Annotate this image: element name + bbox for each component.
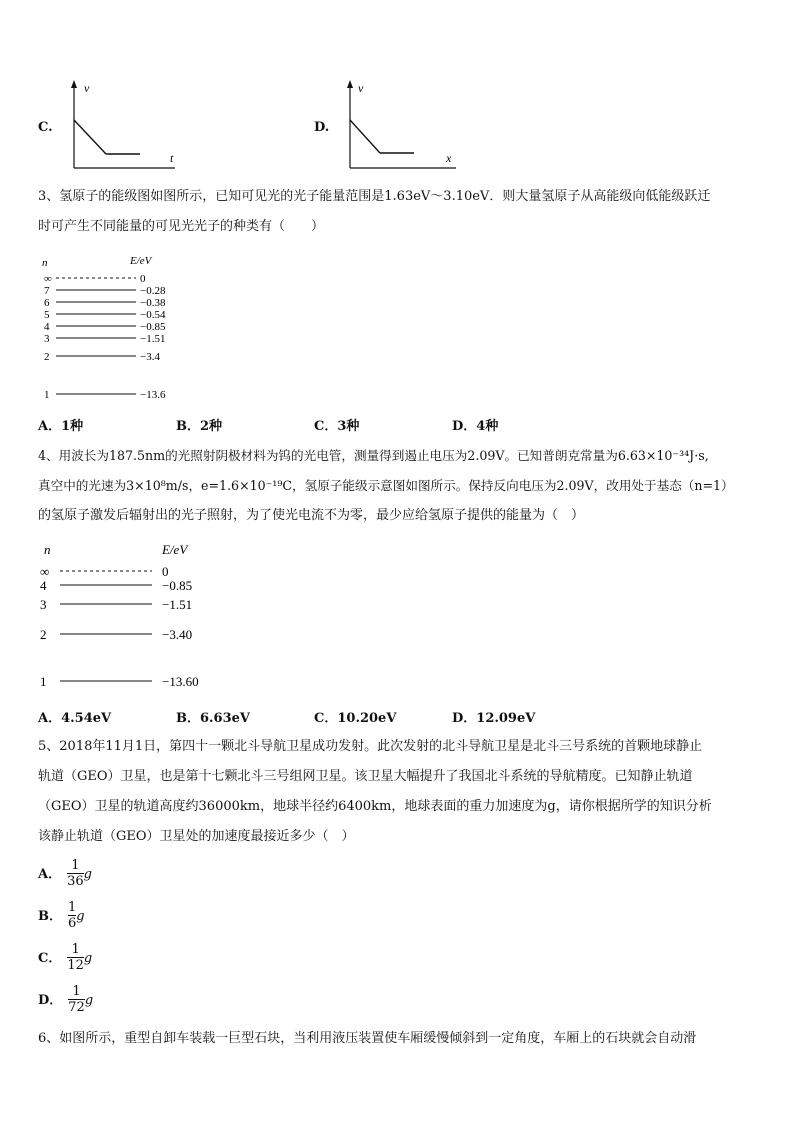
q3-level-n: 2 bbox=[44, 351, 50, 363]
q3-level-n: 6 bbox=[44, 297, 50, 309]
q3-option-c[interactable]: C．3种 bbox=[314, 419, 360, 434]
q3-e-header: E/eV bbox=[130, 255, 152, 267]
q3-level-energy: −3.4 bbox=[140, 351, 160, 363]
q4-e-header: E/eV bbox=[162, 542, 188, 557]
q5-option-a[interactable] bbox=[38, 858, 92, 889]
q4-option-b[interactable]: B．6.63eV bbox=[176, 711, 251, 726]
q3-level-energy: −1.51 bbox=[140, 333, 166, 345]
q5-option-c-var: g bbox=[83, 951, 93, 966]
q3-level-energy: −0.85 bbox=[140, 321, 166, 333]
q3-n-header: n bbox=[42, 257, 48, 269]
option-d-label: D. bbox=[314, 120, 330, 135]
q3-level-energy: −13.6 bbox=[140, 389, 166, 401]
graph-c-x-label: t bbox=[170, 151, 174, 165]
q3-level-n: 5 bbox=[44, 309, 50, 321]
q3-option-a[interactable]: A．1种 bbox=[38, 419, 84, 434]
q5-option-c-label: C． bbox=[38, 951, 62, 966]
q4-option-c[interactable]: C．10.20eV bbox=[314, 711, 397, 726]
graph-d bbox=[336, 78, 466, 170]
graph-d-y-arrow bbox=[347, 80, 353, 88]
q5-option-b-numerator: 1 bbox=[68, 900, 77, 915]
q4-option-a[interactable]: A．4.54eV bbox=[38, 711, 112, 726]
q5-option-d-var: g bbox=[84, 993, 94, 1008]
graph-c bbox=[60, 78, 190, 170]
q5-option-c-denominator: 12 bbox=[67, 958, 84, 973]
q3-level-energy: 0 bbox=[140, 273, 146, 285]
q3-text-line1: 3、氢原子的能级图如图所示，已知可见光的光子能量范围是1.63eV～3.10eV．则大量氢原子从高能级向低能级跃迁 bbox=[38, 189, 711, 204]
q5-option-a-denominator: 36 bbox=[67, 874, 84, 889]
option-c-label: C. bbox=[38, 120, 53, 135]
q5-option-d[interactable] bbox=[38, 984, 93, 1015]
q5-option-d-fraction bbox=[68, 984, 85, 1015]
q3-level-n: 3 bbox=[44, 333, 50, 345]
q4-text-line1: 4、用波长为187.5nm的光照射阴极材料为钨的光电管，测量得到遏止电压为2.09V。已知普朗克常量为6.63×10⁻³⁴J·s, bbox=[38, 448, 709, 463]
q4-energy-level-diagram bbox=[38, 538, 238, 694]
q5-text-line4: 该静止轨道（GEO）卫星处的加速度最接近多少（ ） bbox=[38, 829, 355, 844]
q4-option-d[interactable]: D．12.09eV bbox=[452, 711, 536, 726]
q4-level-energy: −1.51 bbox=[162, 597, 193, 612]
q5-option-c[interactable] bbox=[38, 942, 92, 973]
q3-option-d[interactable]: D．4种 bbox=[452, 419, 499, 434]
graph-c-descending-line bbox=[74, 120, 106, 154]
q4-text-line3: 的氢原子激发后辐射出的光子照射，为了使光电流不为零，最少应给氢原子提供的能量为（ ） bbox=[38, 508, 585, 523]
q5-option-c-numerator: 1 bbox=[71, 942, 80, 957]
q4-level-n: 4 bbox=[40, 578, 47, 593]
q4-level-n: 3 bbox=[40, 597, 47, 612]
q4-level-energy: −0.85 bbox=[162, 578, 193, 593]
q3-level-n: ∞ bbox=[44, 273, 52, 285]
q5-option-b[interactable] bbox=[38, 900, 85, 931]
q4-level-energy: −13.60 bbox=[162, 674, 199, 689]
q6-text-line1: 6、如图所示，重型自卸车装载一巨型石块，当利用液压装置使车厢缓慢倾斜到一定角度，车厢上的石块就会自动滑 bbox=[38, 1031, 697, 1046]
q5-option-d-denominator: 72 bbox=[68, 1000, 85, 1015]
q3-level-n: 7 bbox=[44, 285, 50, 297]
q4-n-header: n bbox=[44, 542, 51, 557]
q3-text-line2: 时可产生不同能量的可见光光子的种类有（ ） bbox=[38, 219, 325, 234]
q3-option-b[interactable]: B．2种 bbox=[176, 419, 223, 434]
q5-text-line3: （GEO）卫星的轨道高度约36000km，地球半径约6400km，地球表面的重力加速度为g，请你根据所学的知识分析 bbox=[38, 799, 712, 814]
q4-text-line2: 真空中的光速为3×10⁸m/s，e=1.6×10⁻¹⁹C，氢原子能级示意图如图所示。保持反向电压为2.09V，改用处于基态（n=1） bbox=[38, 478, 734, 493]
q3-energy-level-diagram bbox=[38, 252, 188, 404]
q5-option-b-denominator: 6 bbox=[68, 916, 77, 931]
q5-option-a-numerator: 1 bbox=[71, 858, 80, 873]
graph-d-x-label: x bbox=[446, 151, 452, 165]
q5-option-a-fraction bbox=[67, 858, 84, 889]
q5-option-b-var: g bbox=[76, 909, 85, 924]
q4-level-n: ∞ bbox=[40, 564, 50, 579]
q4-level-energy: −3.40 bbox=[162, 627, 193, 642]
q4-level-n: 2 bbox=[40, 627, 47, 642]
graph-c-y-arrow bbox=[71, 80, 77, 88]
q3-level-energy: −0.54 bbox=[140, 309, 166, 321]
q5-option-b-label: B． bbox=[38, 909, 62, 924]
q3-level-n: 4 bbox=[44, 321, 50, 333]
q5-option-c-fraction bbox=[67, 942, 84, 973]
graph-d-y-label: v bbox=[358, 81, 364, 95]
q3-level-energy: −0.28 bbox=[140, 285, 166, 297]
q5-option-d-numerator: 1 bbox=[72, 984, 81, 999]
q5-option-a-label: A． bbox=[38, 867, 62, 882]
q4-level-n: 1 bbox=[40, 674, 47, 689]
q4-level-energy: 0 bbox=[162, 564, 169, 579]
q5-option-d-label: D． bbox=[38, 993, 63, 1008]
q3-level-n: 1 bbox=[44, 389, 50, 401]
q3-level-energy: −0.38 bbox=[140, 297, 166, 309]
graph-c-y-label: v bbox=[84, 81, 90, 95]
q5-text-line2: 轨道（GEO）卫星，也是第十七颗北斗三号组网卫星。该卫星大幅提升了我国北斗系统的导航精度。已知静止轨道 bbox=[38, 769, 693, 784]
q5-option-a-var: g bbox=[83, 867, 92, 882]
q5-text-line1: 5、2018年11月1日，第四十一颗北斗导航卫星成功发射。此次发射的北斗导航卫星是北斗三号系统的首颗地球静止 bbox=[38, 739, 703, 754]
graph-d-descending-line bbox=[350, 120, 380, 153]
